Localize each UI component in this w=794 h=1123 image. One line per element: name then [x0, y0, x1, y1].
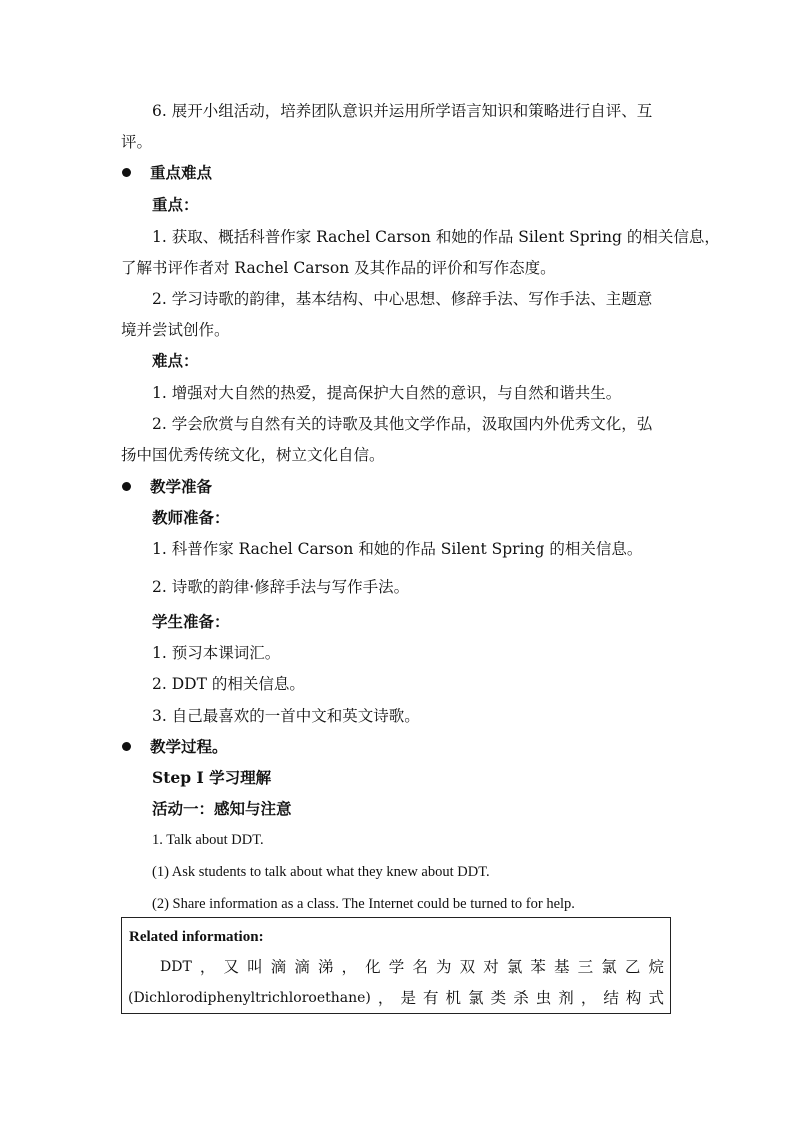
objective-6-line1: 6. 展开小组活动，培养团队意识并运用所学语言知识和策略进行自评、互 — [152, 102, 653, 120]
related-information-char: 剂 — [558, 989, 574, 1007]
related-information-char: 构 — [625, 989, 642, 1007]
key-point-2-line1: 2. 学习诗歌的韵律，基本结构、中心思想、修辞手法、写作手法、主题意 — [152, 290, 653, 308]
related-information-char: (Dichlorodiphenyltrichloroethane) — [128, 990, 371, 1006]
related-information-char: 名 — [412, 958, 428, 976]
related-information-char: ， — [580, 989, 597, 1007]
related-information-char: 氯 — [506, 958, 523, 976]
section-heading-key-difficult: 重点难点 — [150, 163, 213, 182]
related-information-char: 双 — [459, 958, 476, 976]
related-information-char: 式 — [648, 989, 664, 1007]
key-point-1-line1: 1. 获取、概括科普作家 Rachel Carson 和她的作品 Silent Spring 的相关信息， — [152, 228, 720, 246]
teacher-preparation-label: 教师准备： — [152, 508, 230, 527]
bullet-icon — [122, 482, 131, 491]
talk-about-ddt-step-2: (2) Share information as a class. The Internet could be turned to for help. — [152, 896, 575, 912]
related-information-char: 乙 — [624, 958, 641, 976]
related-information-char: 苯 — [530, 958, 546, 976]
related-information-char: 滴 — [294, 958, 310, 976]
step-1-heading: Step I 学习理解 — [152, 768, 272, 787]
related-information-char: 滴 — [270, 958, 287, 976]
related-information-char: 烷 — [648, 958, 664, 976]
section-heading-preparation: 教学准备 — [150, 477, 213, 496]
section-heading-process: 教学过程。 — [150, 737, 228, 756]
related-information-title: Related information: — [129, 929, 264, 945]
bullet-icon — [122, 742, 131, 751]
objective-6-line2: 评。 — [121, 133, 153, 151]
related-information-row-1 — [160, 956, 664, 978]
related-information-char: ， — [341, 958, 358, 976]
related-information-char: 类 — [490, 989, 507, 1007]
related-information-char: 虫 — [535, 989, 552, 1007]
key-point-1-line2: 了解书评作者对 Rachel Carson 及其作品的评价和写作态度。 — [121, 259, 556, 277]
related-information-char: 有 — [423, 989, 439, 1007]
key-points-label: 重点： — [152, 195, 199, 214]
related-information-char: 对 — [483, 958, 499, 976]
teacher-preparation-1: 1. 科普作家 Rachel Carson 和她的作品 Silent Spring 的相关信息。 — [152, 540, 643, 558]
difficult-point-2-line2: 扬中国优秀传统文化，树立文化自信。 — [121, 446, 385, 464]
key-point-2-line2: 境并尝试创作。 — [121, 321, 230, 339]
related-information-char: 氯 — [601, 958, 617, 976]
related-information-box — [121, 917, 671, 1014]
student-preparation-3: 3. 自己最喜欢的一首中文和英文诗歌。 — [152, 707, 420, 725]
related-information-char: 氯 — [468, 989, 484, 1007]
related-information-char: 杀 — [513, 989, 529, 1007]
related-information-char: 为 — [435, 958, 452, 976]
related-information-char: 涕 — [317, 958, 334, 976]
related-information-char: 又 — [223, 958, 240, 976]
related-information-char: 是 — [400, 989, 416, 1007]
related-information-char: 叫 — [247, 958, 263, 976]
related-information-char: ， — [199, 958, 216, 976]
related-information-char: 化 — [365, 958, 381, 976]
related-information-char: 结 — [603, 989, 619, 1007]
related-information-char: ， — [377, 989, 394, 1007]
difficult-points-label: 难点： — [152, 351, 199, 370]
student-preparation-2: 2. DDT 的相关信息。 — [152, 675, 305, 693]
related-information-char: 三 — [577, 958, 594, 976]
student-preparation-1: 1. 预习本课词汇。 — [152, 644, 281, 662]
difficult-point-2-line1: 2. 学会欣赏与自然有关的诗歌及其他文学作品，汲取国内外优秀文化，弘 — [152, 415, 653, 433]
talk-about-ddt: 1. Talk about DDT. — [152, 832, 264, 848]
related-information-char: DDT — [160, 959, 192, 975]
bullet-icon — [122, 168, 131, 177]
related-information-char: 机 — [445, 989, 462, 1007]
student-preparation-label: 学生准备： — [152, 612, 230, 631]
related-information-char: 学 — [388, 958, 405, 976]
related-information-row-2 — [128, 987, 664, 1009]
activity-1-heading: 活动一：感知与注意 — [152, 799, 292, 818]
teacher-preparation-2: 2. 诗歌的韵律·修辞手法与写作手法。 — [152, 578, 410, 596]
difficult-point-1: 1. 增强对大自然的热爱，提高保护大自然的意识，与自然和谐共生。 — [152, 384, 622, 402]
talk-about-ddt-step-1: (1) Ask students to talk about what they knew about DDT. — [152, 864, 490, 880]
related-information-char: 基 — [554, 958, 570, 976]
